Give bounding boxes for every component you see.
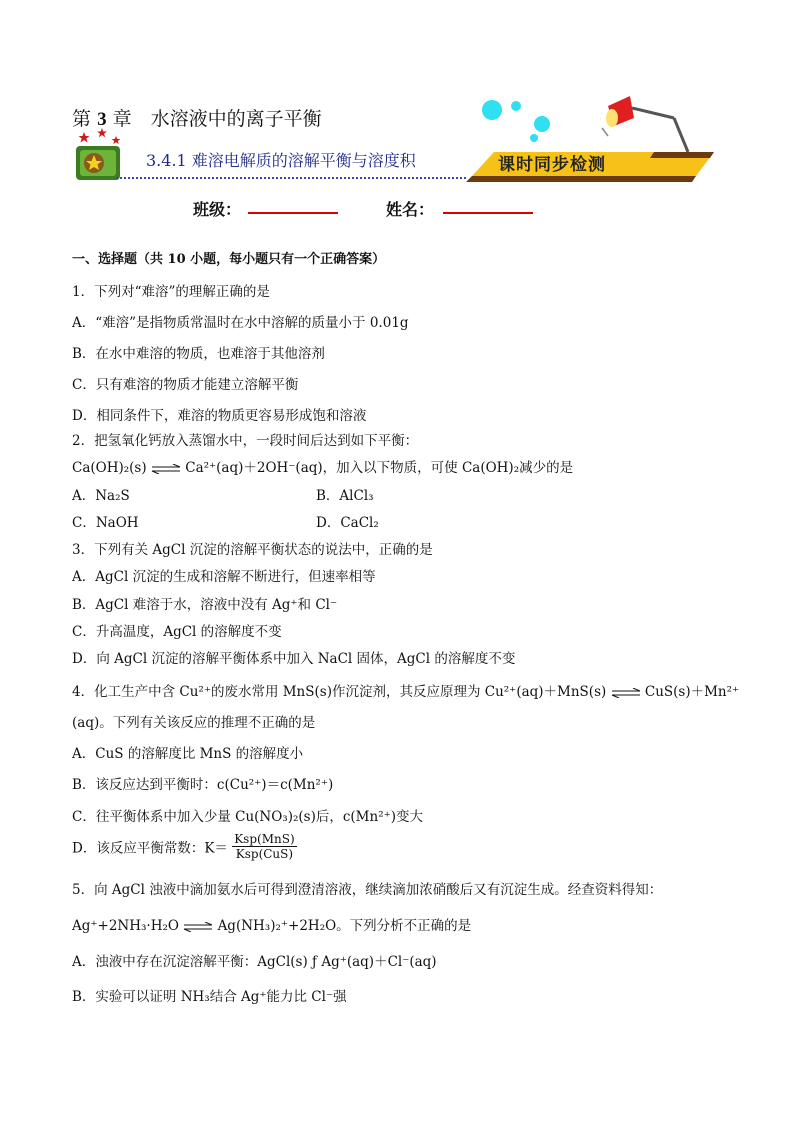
q2-eq-left: Ca(OH)₂(s) [72, 460, 147, 476]
q2-option-a: A．Na₂S [72, 488, 130, 504]
name-field[interactable] [443, 212, 533, 214]
q5-equation [72, 914, 471, 934]
q2-option-b: B．AlCl₃ [316, 488, 374, 504]
q1-option-d: D．相同条件下，难溶的物质更容易形成饱和溶液 [72, 408, 367, 424]
equilibrium-arrow-icon [611, 688, 641, 698]
q1-option-b: B．在水中难溶的物质，也难溶于其他溶剂 [72, 346, 325, 362]
star-badge-icon [72, 128, 132, 182]
q4-option-a: A．CuS 的溶解度比 MnS 的溶解度小 [72, 746, 304, 762]
ksp-fraction [232, 832, 296, 861]
dotted-divider [116, 176, 466, 180]
q1-stem: 1．下列对“难溶”的理解正确的是 [72, 284, 270, 300]
name-label: 姓名： [386, 200, 435, 219]
q2-eq-right: Ca²⁺(aq)＋2OH⁻(aq)，加入以下物质，可使 Ca(OH)₂减少的是 [185, 460, 574, 476]
q2-option-c: C．NaOH [72, 515, 139, 531]
bubbles-icon [476, 98, 556, 148]
q2-option-d: D．CaCl₂ [316, 515, 379, 531]
section-title: 一、选择题（共 10 小题，每小题只有一个正确答案） [72, 252, 386, 267]
q1-option-c: C．只有难溶的物质才能建立溶解平衡 [72, 377, 299, 393]
q4-stem-left: 4．化工生产中含 Cu²⁺的废水常用 MnS(s)作沉淀剂，其反应原理为 Cu²⁺(aq)＋MnS(s) [72, 684, 607, 700]
q4-stem-line2: (aq)。下列有关该反应的推理不正确的是 [72, 715, 316, 731]
fraction-denominator: Ksp(CuS) [235, 847, 294, 861]
q3-option-c: C．升高温度，AgCl 的溶解度不变 [72, 624, 282, 640]
chapter-prefix: 第 [72, 108, 92, 130]
q5-stem: 5．向 AgCl 浊液中滴加氨水后可得到澄清溶液，继续滴加浓硝酸后又有沉淀生成。经查资料得知： [72, 882, 663, 898]
q1-option-a: A．“难溶”是指物质常温时在水中溶解的质量小于 0.01g [72, 315, 409, 331]
chapter-number: 3 [97, 109, 107, 130]
class-label: 班级： [193, 200, 242, 219]
q3-option-b: B．AgCl 难溶于水，溶液中没有 Ag⁺和 Cl⁻ [72, 597, 338, 613]
q4-stem-line1 [72, 680, 739, 700]
q3-option-a: A．AgCl 沉淀的生成和溶解不断进行，但速率相等 [72, 569, 376, 585]
chapter-heading [72, 104, 322, 131]
q4-option-c: C．往平衡体系中加入少量 Cu(NO₃)₂(s)后，c(Mn²⁺)变大 [72, 809, 423, 825]
q4-option-b: B．该反应达到平衡时：c(Cu²⁺)＝c(Mn²⁺) [72, 777, 334, 793]
q4-stem-right: CuS(s)＋Mn²⁺ [644, 684, 740, 700]
class-field[interactable] [248, 212, 338, 214]
q4-d-prefix: D．该反应平衡常数：K＝ [72, 840, 228, 857]
banner-text: 课时同步检测 [498, 155, 606, 175]
q2-equation [72, 456, 573, 476]
q5-option-b: B．实验可以证明 NH₃结合 Ag⁺能力比 Cl⁻强 [72, 989, 347, 1005]
q3-option-d: D．向 AgCl 沉淀的溶解平衡体系中加入 NaCl 固体，AgCl 的溶解度不变 [72, 651, 516, 667]
fraction-numerator: Ksp(MnS) [234, 832, 295, 846]
q4-option-d [72, 832, 297, 861]
q2-stem: 2．把氢氧化钙放入蒸馏水中，一段时间后达到如下平衡： [72, 433, 419, 449]
lesson-subtitle: 3.4.1 难溶电解质的溶解平衡与溶度积 [146, 151, 416, 170]
q5-eq-left: Ag⁺+2NH₃·H₂O [72, 918, 179, 934]
equilibrium-arrow-icon [183, 922, 213, 932]
equilibrium-arrow-icon [151, 464, 181, 474]
desk-lamp-icon [600, 96, 700, 156]
chapter-title: 章 水溶液中的离子平衡 [112, 108, 322, 130]
q3-stem: 3．下列有关 AgCl 沉淀的溶解平衡状态的说法中，正确的是 [72, 542, 433, 558]
q5-option-a: A．浊液中存在沉淀溶解平衡：AgCl(s) ƒ Ag⁺(aq)＋Cl⁻(aq) [72, 954, 437, 970]
q5-eq-right: Ag(NH₃)₂⁺+2H₂O。下列分析不正确的是 [217, 918, 472, 934]
